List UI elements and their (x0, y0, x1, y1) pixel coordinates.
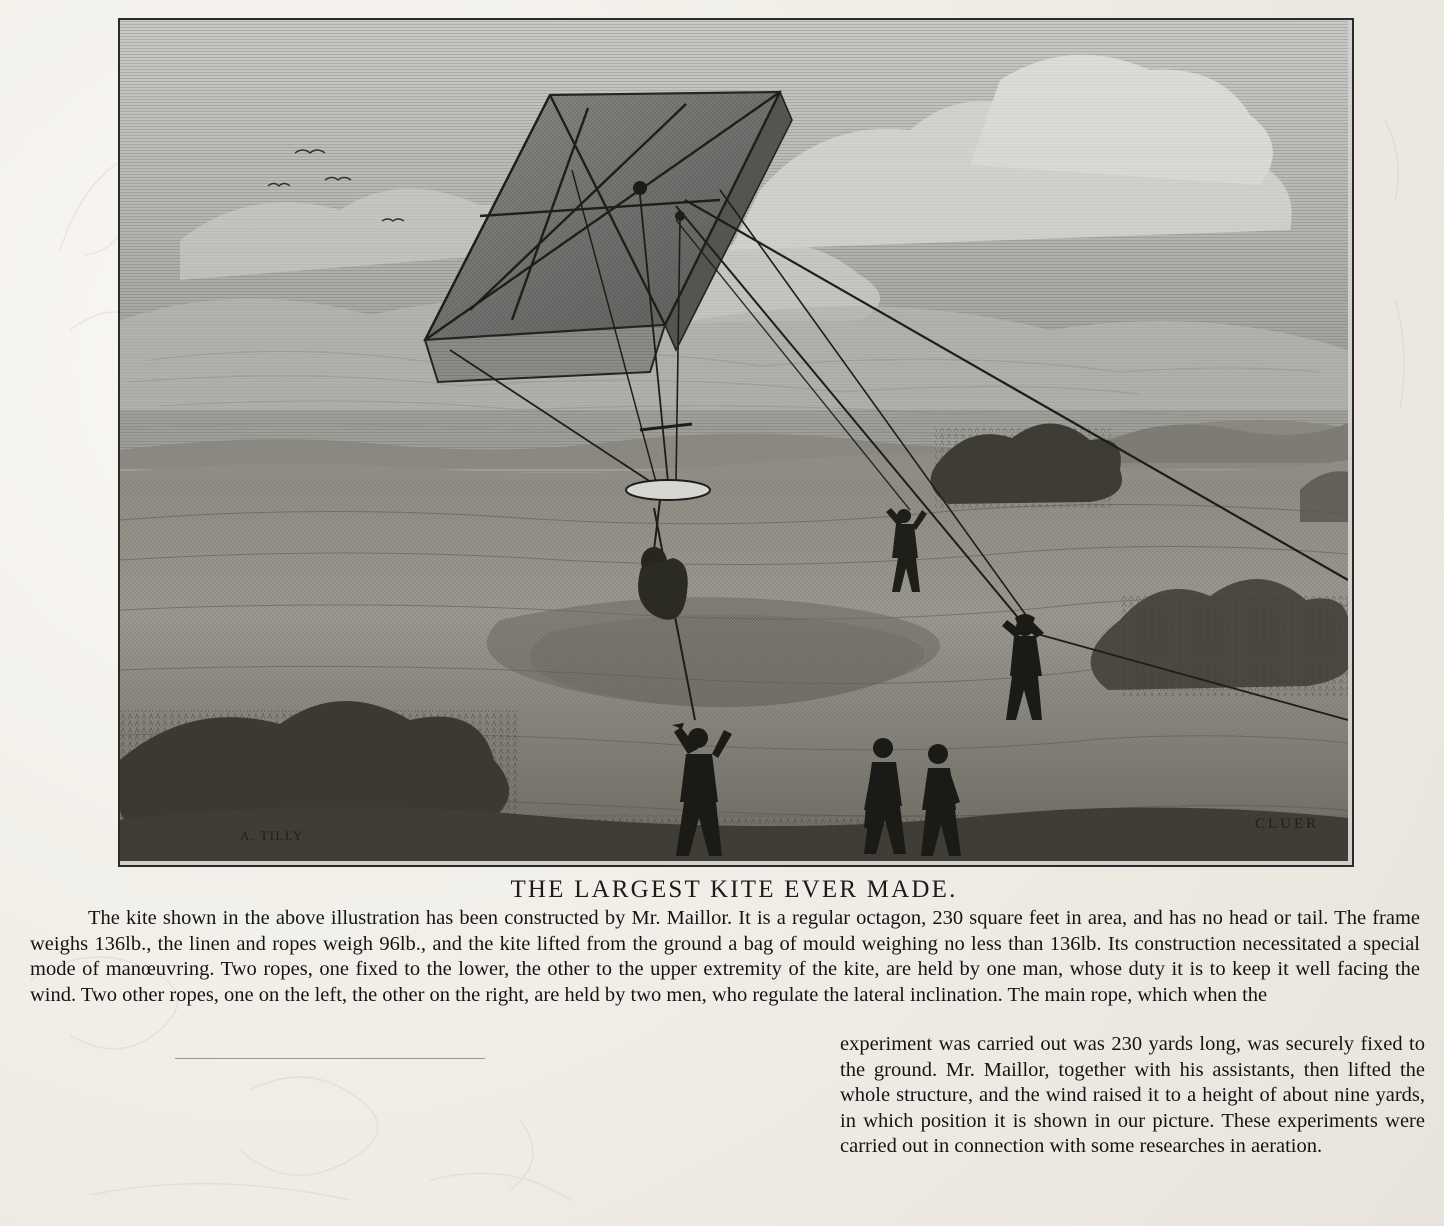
tree-clump (931, 423, 1122, 508)
engraver-signature: CLUER (1255, 816, 1320, 832)
article-right-column (840, 1032, 1425, 1160)
article-paragraph-column: experiment was carried out was 230 yards long, was securely fixed to the ground. Mr. Maillor, together with his assistants, then lifted the whole structure, and the wind raised it to a height of about nine yards, in which position it is shown in our picture. These experiments were carried out in connection with some researches in aeration. (840, 1033, 1425, 1157)
bridle-hub (633, 181, 647, 195)
illustration-caption: THE LARGEST KITE EVER MADE. (510, 876, 958, 903)
article-body (30, 906, 1420, 1008)
article-paragraph-main: The kite shown in the above illustration has been constructed by Mr. Maillor. It is a regular octagon, 230 square feet in area, and has no head or tail. The frame weighs 136lb., the linen and ropes weigh 96lb., and the kite lifted from the ground a bag of mould weighing no less than 136lb. Its construction necessitated a special mode of manœuvring. Two ropes, one fixed to the lower, the other to the upper extremity of the kite, are held by one man, whose duty it is to keep it well facing the wind. Two other ropes, one on the left, the other on the right, are held by two men, who regulate the lateral inclination. The main rope, which when the (30, 907, 1420, 1006)
artist-signature: A. TILLY (240, 828, 304, 843)
illustration-plate (118, 18, 1354, 867)
horizontal-rule (175, 1058, 485, 1059)
article-lower-section (30, 1032, 1425, 1222)
kite-engraving (120, 20, 1348, 861)
